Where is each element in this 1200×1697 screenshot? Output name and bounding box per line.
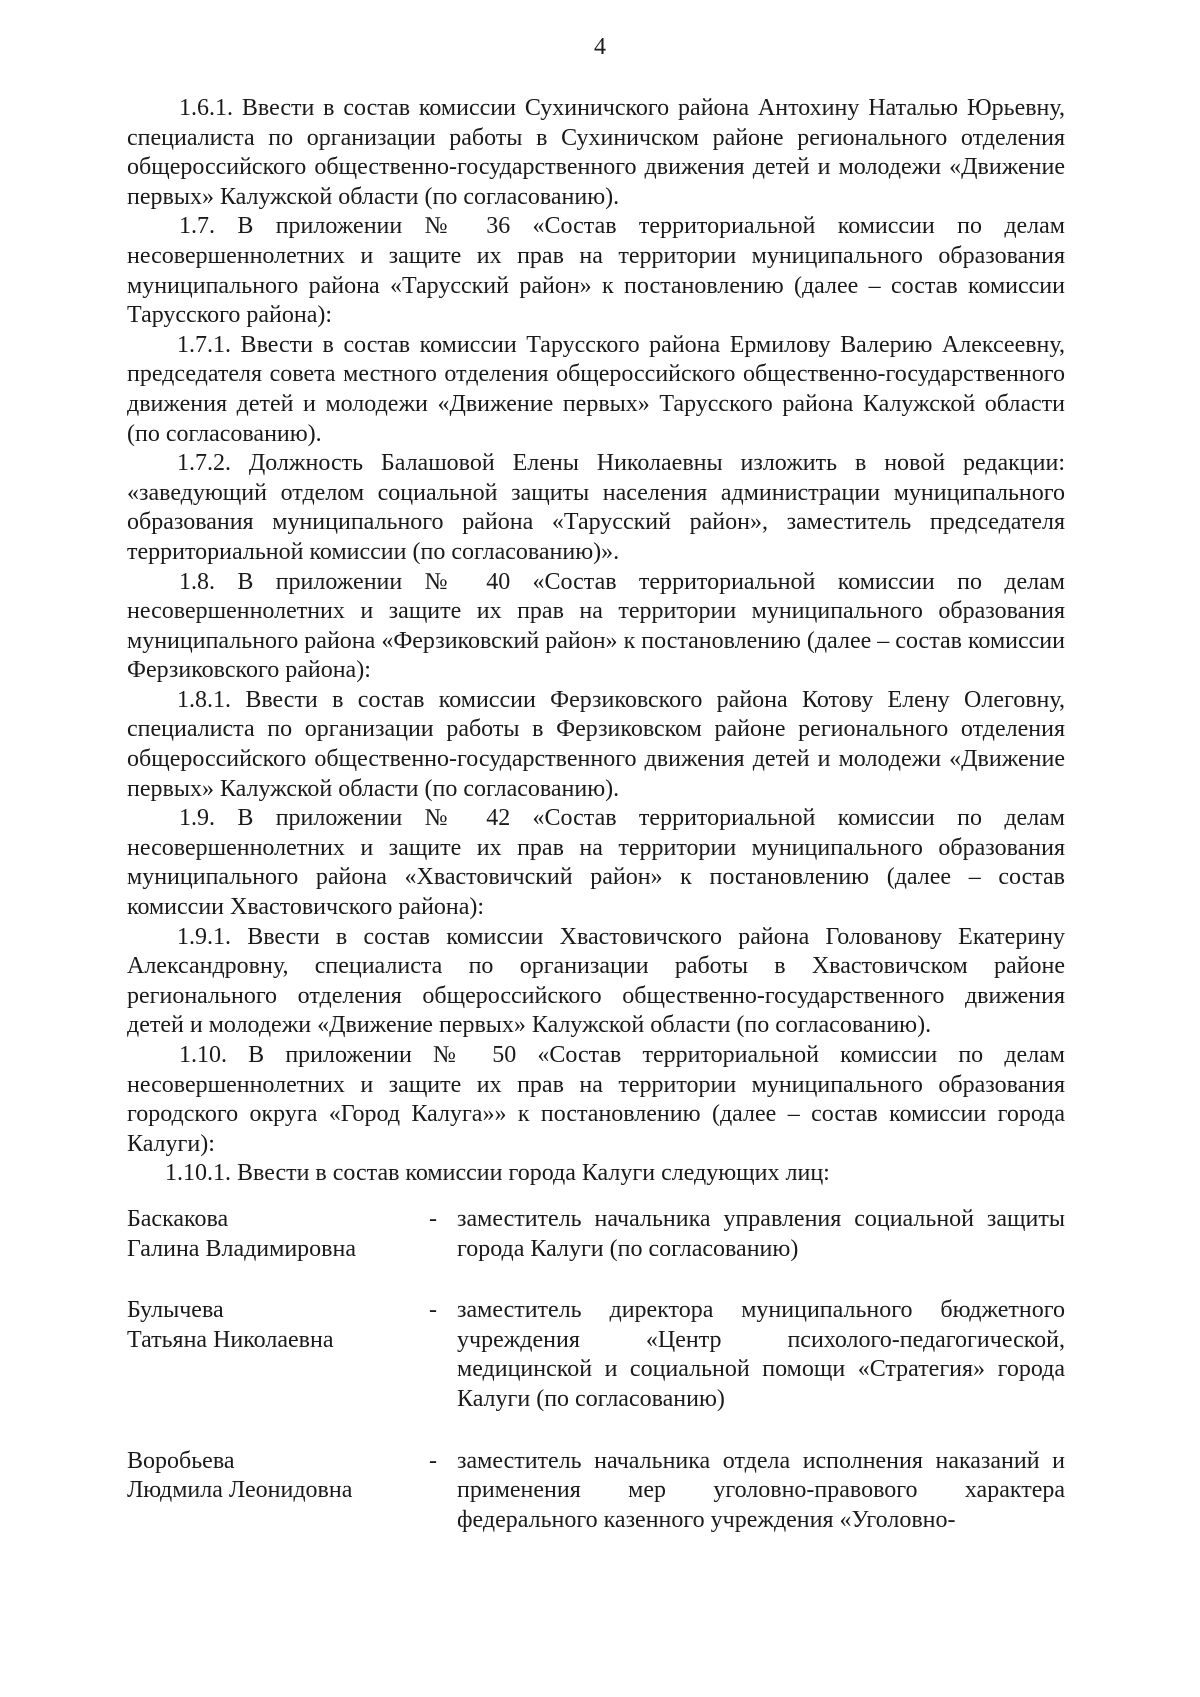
paragraph-1-7-1: 1.7.1. Ввести в состав комиссии Тарусского района Ермилову Валерию Алексеевну, председателя совета местного отделения общероссийского общественно-государственного движения детей и молодежи «Движение первых» Тарусского района Калужской области (по согласованию). [127, 331, 1065, 447]
paragraph-1-6-1: 1.6.1. Ввести в состав комиссии Сухиничского района Антохину Наталью Юрьевну, специалиста по организации работы в Сухиничском районе регионального отделения общероссийского общественно-государственного движения детей и молодежи «Движение первых» Калужской области (по согласованию). [127, 95, 1065, 210]
member-given-names: Людмила Леонидовна [127, 1477, 353, 1504]
members-list [127, 1205, 1065, 1535]
paragraph-1-10-1: 1.10.1. Ввести в состав комиссии города Калуги следующих лиц: [165, 1160, 830, 1187]
member-entry [127, 1296, 1065, 1414]
member-role: заместитель директора муниципального бюджетного учреждения «Центр психолого-педагогической, медицинской и социальной помощи «Стратегия» города Калуги (по согласованию) [457, 1297, 1065, 1412]
paragraph-1-9-1: 1.9.1. Ввести в состав комиссии Хвастовичского района Голованову Екатерину Александровну, специалиста по организации работы в Хвастовичском районе регионального отделения общероссийского общественно-государственного движения детей и молодежи «Движение первых» Калужской области (по согласованию). [127, 923, 1065, 1039]
member-given-names: Галина Владимировна [127, 1235, 357, 1262]
member-role: заместитель начальника управления социальной защиты города Калуги (по согласованию) [457, 1205, 1065, 1262]
paragraph-1-9: 1.9. В приложении № 42 «Состав территориальной комиссии по делам несовершеннолетних и защите их прав на территории муниципального образования муниципального района «Хвастовичский район» к постановлению (далее – состав комиссии Хвастовичского района): [127, 805, 1065, 921]
paragraph-1-7-2: 1.7.2. Должность Балашовой Елены Николаевны изложить в новой редакции: «заведующий отделом социальной защиты населения администрации муниципального образования муниципального района «Тарусский район», заместитель председателя территориальной комиссии (по согласованию)». [127, 450, 1065, 565]
member-surname: Булычева [127, 1297, 224, 1324]
member-dash: - [429, 1205, 437, 1232]
member-role: заместитель начальника отдела исполнения наказаний и применения мер уголовно-правового характера федерального казенного учреждения «Уголовно- [457, 1447, 1065, 1533]
member-given-names: Татьяна Николаевна [127, 1326, 334, 1353]
page-number: 4 [594, 34, 606, 60]
member-entry [127, 1447, 1065, 1536]
member-entry [127, 1205, 1065, 1264]
paragraph-1-8-1: 1.8.1. Ввести в состав комиссии Ферзиковского района Котову Елену Олеговну, специалиста по организации работы в Ферзиковском районе регионального отделения общероссийского общественно-государственного движения детей и молодежи «Движение первых» Калужской области (по согласованию). [127, 686, 1065, 802]
member-name [127, 1447, 427, 1536]
member-name [127, 1205, 427, 1264]
paragraph-1-10: 1.10. В приложении № 50 «Состав территориальной комиссии по делам несовершеннолетних и защите их прав на территории муниципального образования городского округа «Город Калуга»» к постановлению (далее – состав комиссии города Калуги): [127, 1042, 1065, 1157]
document-body [127, 94, 1065, 1535]
member-name [127, 1296, 427, 1414]
member-surname: Воробьева [127, 1447, 235, 1474]
paragraph-1-7: 1.7. В приложении № 36 «Состав территориальной комиссии по делам несовершеннолетних и защите их прав на территории муниципального образования муниципального района «Тарусский район» к постановлению (далее – состав комиссии Тарусского района): [127, 213, 1065, 329]
member-dash: - [429, 1447, 437, 1474]
member-surname: Баскакова [127, 1205, 229, 1232]
member-dash: - [429, 1297, 437, 1324]
paragraph-1-8: 1.8. В приложении № 40 «Состав территориальной комиссии по делам несовершеннолетних и защите их прав на территории муниципального образования муниципального района «Ферзиковский район» к постановлению (далее – состав комиссии Ферзиковского района): [127, 568, 1065, 684]
